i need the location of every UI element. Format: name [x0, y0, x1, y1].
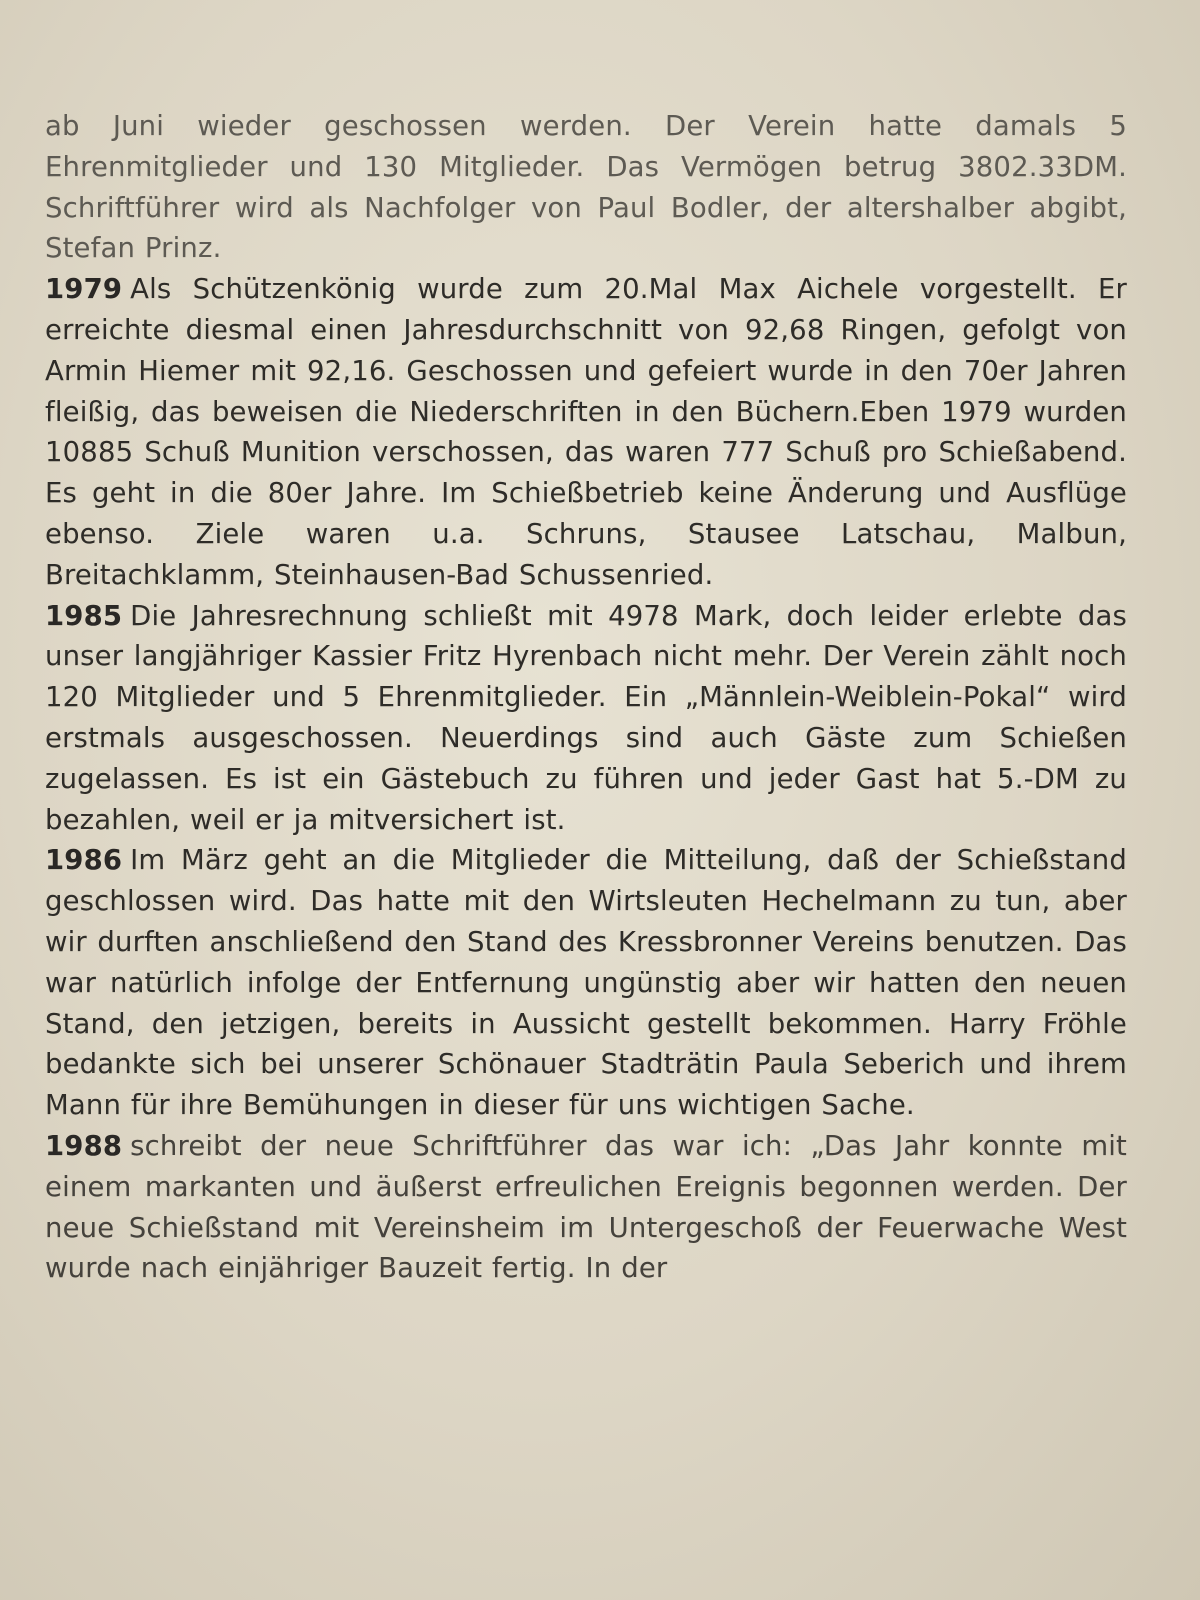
paragraph-text: Die Jahresrechnung schließt mit 4978 Mark, doch leider erlebte das unser langjähriger Kassier Fritz Hyrenbach nicht mehr. Der Verein zählt noch 120 Mitglieder und 5 Ehrenmitglieder. Ein „Männlein-Weiblein-Pokal“ wird erstmals ausgeschossen. Neuerdings sind auch Gäste zum Schießen zugelassen. Es ist ein Gästebuch zu führen und jeder Gast hat 5.-DM zu bezahlen, weil er ja mitversichert ist. — [45, 599, 1127, 836]
year-label: 1988 — [45, 1129, 123, 1162]
year-label: 1979 — [45, 273, 123, 306]
paragraph-text: ab Juni wieder geschossen werden. Der Verein hatte damals 5 Ehrenmitglieder und 130 Mitglieder. Das Vermögen betrug 3802.33DM. Schriftführer wird als Nachfolger von Paul Bodler, der altershalber abgibt, Stefan Prinz. — [45, 110, 1127, 265]
paragraph-text: schreibt der neue Schriftführer das war ich: „Das Jahr konnte mit einem markanten und äußerst erfreulichen Ereignis begonnen werden. Der neue Schießstand mit Vereinsheim im Untergeschoß der Feuerwache West wurde nach einjähriger Bauzeit fertig. In der — [45, 1129, 1127, 1285]
page-text — [45, 106, 1127, 1289]
paragraph-1985 — [45, 596, 1127, 841]
paragraph-1979 — [45, 269, 1127, 595]
paragraph-text: Im März geht an die Mitglieder die Mitteilung, daß der Schießstand geschlossen wird. Das hatte mit den Wirtsleuten Hechelmann zu tun, aber wir durften anschließend den Stand des Kressbronner Vereins benutzen. Das war natürlich infolge der Entfernung ungünstig aber wir hatten den neuen Stand, den jetzigen, bereits in Aussicht gestellt bekommen. Harry Fröhle bedankte sich bei unserer Schönauer Stadträtin Paula Seberich und ihrem Mann für ihre Bemühungen in dieser für uns wichtigen Sache. — [45, 844, 1127, 1122]
year-label: 1985 — [45, 599, 123, 632]
paragraph-continuation — [45, 106, 1127, 269]
year-label: 1986 — [45, 844, 123, 877]
paragraph-1988 — [45, 1126, 1127, 1289]
paragraph-1986 — [45, 840, 1127, 1126]
paragraph-text: Als Schützenkönig wurde zum 20.Mal Max Aichele vorgestellt. Er erreichte diesmal einen Jahresdurchschnitt von 92,68 Ringen, gefolgt von Armin Hiemer mit 92,16. Geschossen und gefeiert wurde in den 70er Jahren fleißig, das beweisen die Niederschriften in den Büchern.Eben 1979 wurden 10885 Schuß Munition verschossen, das waren 777 Schuß pro Schießabend. Es geht in die 80er Jahre. Im Schießbetrieb keine Änderung und Ausflüge ebenso. Ziele waren u.a. Schruns, Stausee Latschau, Malbun, Breitachklamm, Steinhausen-Bad Schussenried. — [45, 273, 1127, 591]
